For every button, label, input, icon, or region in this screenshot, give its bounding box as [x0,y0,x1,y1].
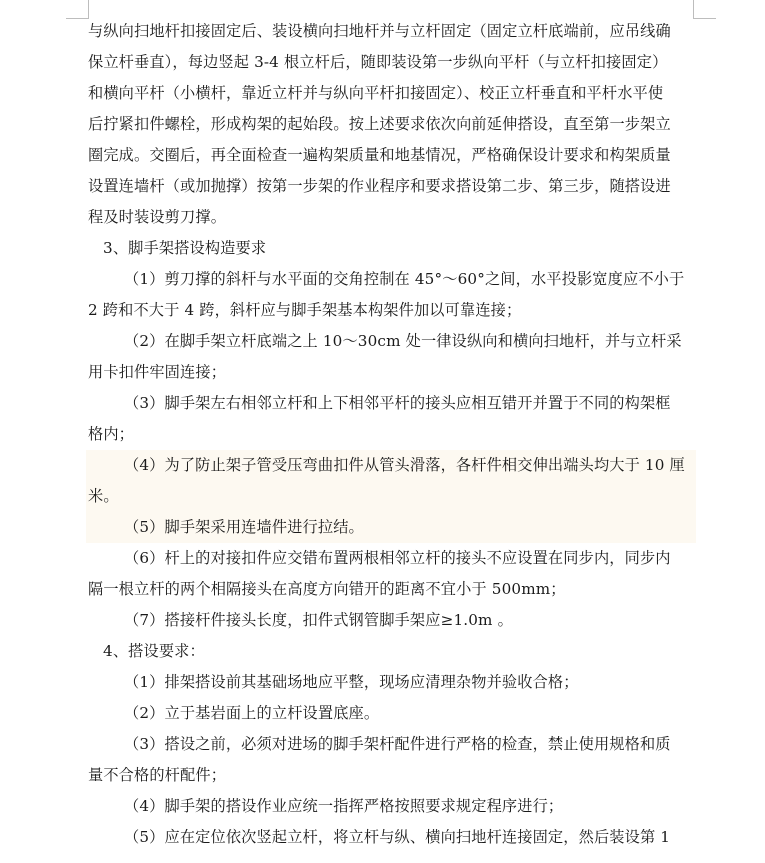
highlighted-paragraphs [86,450,696,543]
list-item-start: （2）在脚手架立杆底端之上 10～30cm 处一律设纵向和横向扫地杆，并与立杆采 [124,332,682,350]
list-item-start: （6）杆上的对接扣件应交错布置两根相邻立杆的接头不应设置在同步内，同步内 [124,549,671,567]
body-line: 后拧紧扣件螺栓，形成构架的起始段。按上述要求依次向前延伸搭设，直至第一步架立 [88,115,671,133]
list-item-start: （5）应在定位依次竖起立杆，将立杆与纵、横向扫地杆连接固定，然后装设第 1 [124,828,671,846]
body-line: 与纵向扫地杆扣接固定后、装设横向扫地杆并与立杆固定（固定立杆底端前，应吊线确 [88,22,671,40]
list-item-start: （3）搭设之前，必须对进场的脚手架杆配件进行严格的检查，禁止使用规格和质 [124,735,671,753]
list-item-continuation: 量不合格的杆配件； [88,766,227,784]
list-item-start: （1）剪刀撑的斜杆与水平面的交角控制在 45°～60°之间，水平投影宽度应不小于 [124,270,685,288]
list-item-start: （3）脚手架左右相邻立杆和上下相邻平杆的接头应相互错开并置于不同的构架框 [124,394,671,412]
page-corner-marker-right [693,0,716,19]
body-line: 圈完成。交圈后，再全面检查一遍构架质量和地基情况，严格确保设计要求和构架质量 [88,146,671,164]
list-item-continuation: 隔一根立杆的两个相隔接头在高度方向错开的距离不宜小于 500mm； [88,580,566,598]
page-corner-marker-left [66,0,89,19]
list-item-start: （5）脚手架采用连墙件进行拉结。 [124,518,364,536]
list-item-continuation: 用卡扣件牢固连接； [88,363,227,381]
list-item-continuation: 米。 [88,487,119,505]
body-line: 程及时装设剪刀撑。 [88,208,227,226]
list-item-start: （4）脚手架的搭设作业应统一指挥严格按照要求规定程序进行； [124,797,564,815]
list-item-continuation: 格内； [88,425,135,443]
list-item-start: （1）排架搭设前其基础场地应平整，现场应清理杂物并验收合格； [124,673,579,691]
body-line: 保立杆垂直），每边竖起 3-4 根立杆后，随即装设第一步纵向平杆（与立杆扣接固定） [88,53,668,71]
list-item-start: （4）为了防止架子管受压弯曲扣件从管头滑落，各杆件相交伸出端头均大于 10 厘 [124,456,685,474]
document-body[interactable] [88,16,694,853]
list-item-start: （7）搭接杆件接头长度，扣件式钢管脚手架应≥1.0m 。 [124,611,513,629]
list-item-start: （2）立于基岩面上的立杆设置底座。 [124,704,380,722]
section-heading: 3、脚手架搭设构造要求 [103,239,267,257]
section-heading: 4、搭设要求： [103,642,205,660]
body-line: 设置连墙杆（或加抛撑）按第一步架的作业程序和要求搭设第二步、第三步，随搭设进 [88,177,671,195]
list-item-continuation: 2 跨和不大于 4 跨，斜杆应与脚手架基本构架件加以可靠连接； [88,301,522,319]
body-line: 和横向平杆（小横杆，靠近立杆并与纵向平杆扣接固定）、校正立杆垂直和平杆水平使 [88,84,664,102]
